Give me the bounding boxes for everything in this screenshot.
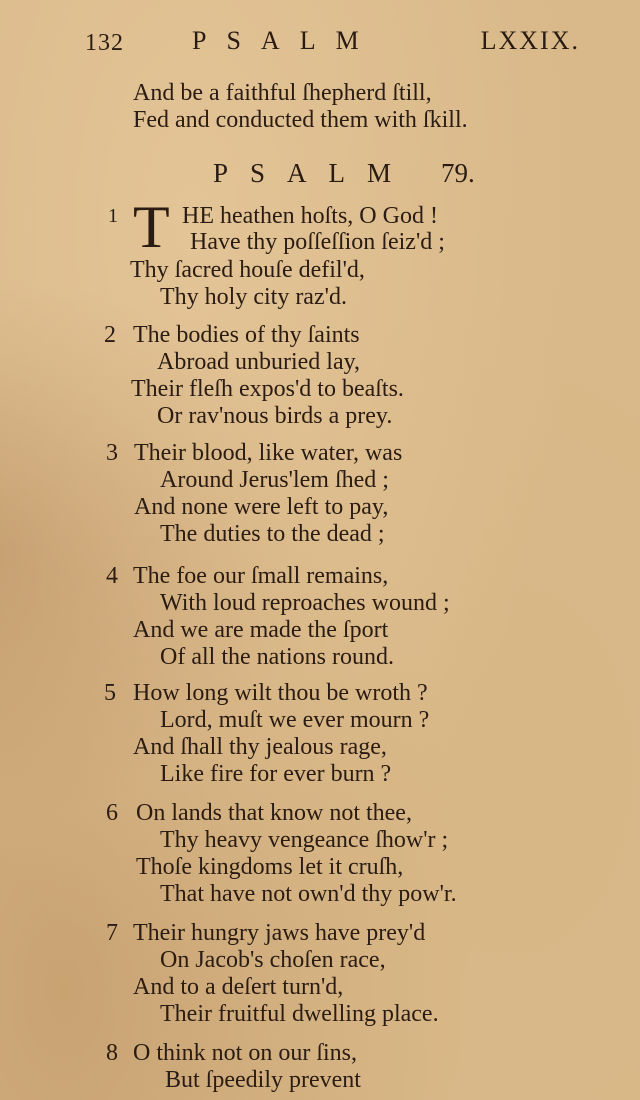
verse-line: Around Jerus'lem ſhed ; [160, 467, 389, 493]
stanza-number: 5 [104, 680, 116, 706]
verse-line: Like fire for ever burn ? [160, 761, 392, 787]
stanza-number: 7 [106, 920, 118, 946]
verse-line: And we are made the ſport [133, 617, 389, 643]
verse-line: That have not own'd thy pow'r. [160, 881, 457, 907]
verse-line: Thy ſacred houſe defil'd, [130, 257, 365, 283]
verse-line: Or rav'nous birds a prey. [157, 403, 393, 429]
psalm-heading [213, 158, 475, 189]
verse-line: Thoſe kingdoms let it cruſh, [136, 854, 404, 880]
stanza-number: 2 [104, 322, 116, 348]
verse-line: How long wilt thou be wroth ? [133, 680, 428, 706]
carry-over-verse [133, 80, 468, 134]
psalm-heading-number: 79. [441, 158, 475, 188]
verse-line: On lands that know not thee, [136, 800, 412, 826]
page-number: 132 [85, 30, 124, 56]
verse-line: Their blood, like water, was [134, 440, 403, 466]
verse-line: Thy holy city raz'd. [160, 284, 347, 310]
verse-line: On Jacob's choſen race, [160, 947, 386, 973]
verse-line: But ſpeedily prevent [165, 1067, 361, 1093]
verse-line: Their hungry jaws have prey'd [133, 920, 426, 946]
verse-line: Abroad unburied lay, [157, 349, 361, 375]
stanza-number: 6 [106, 800, 118, 826]
running-header [85, 26, 580, 66]
verse-line: Their fruitful dwelling place. [160, 1001, 439, 1027]
stanza-number: 4 [106, 563, 118, 589]
stanza-number: 1 [108, 205, 118, 227]
verse-line: Thy heavy vengeance ſhow'r ; [160, 827, 449, 853]
verse-line: Lord, muſt we ever mourn ? [160, 707, 430, 733]
verse-line: O think not on our ſins, [133, 1040, 358, 1066]
stanza-number: 8 [106, 1040, 118, 1066]
stanza-number: 3 [106, 440, 118, 466]
verse-line: Of all the nations round. [160, 644, 394, 670]
running-psalm-numeral: LXXIX. [480, 26, 580, 55]
verse-line: The foe our ſmall remains, [133, 563, 389, 589]
verse-line: Have thy poſſeſſion ſeiz'd ; [190, 229, 445, 255]
running-title: PSALM [192, 26, 379, 55]
verse-line: HE heathen hoſts, O God ! [182, 203, 438, 229]
psalm-heading-word: PSALM [213, 158, 414, 188]
verse-line: And none were left to pay, [134, 494, 389, 520]
verse-line: Their fleſh expos'd to beaſts. [131, 376, 404, 402]
verse-line: Fed and conducted them with ſkill. [133, 107, 468, 133]
verse-line: The duties to the dead ; [160, 521, 385, 547]
drop-cap: T [133, 194, 170, 260]
verse-line: And be a faithful ſhepherd ſtill, [133, 80, 432, 106]
verse-line: The bodies of thy ſaints [133, 322, 360, 348]
verse-line: With loud reproaches wound ; [160, 590, 450, 616]
verse-line: And to a deſert turn'd, [133, 974, 344, 1000]
verse-line: And ſhall thy jealous rage, [133, 734, 387, 760]
